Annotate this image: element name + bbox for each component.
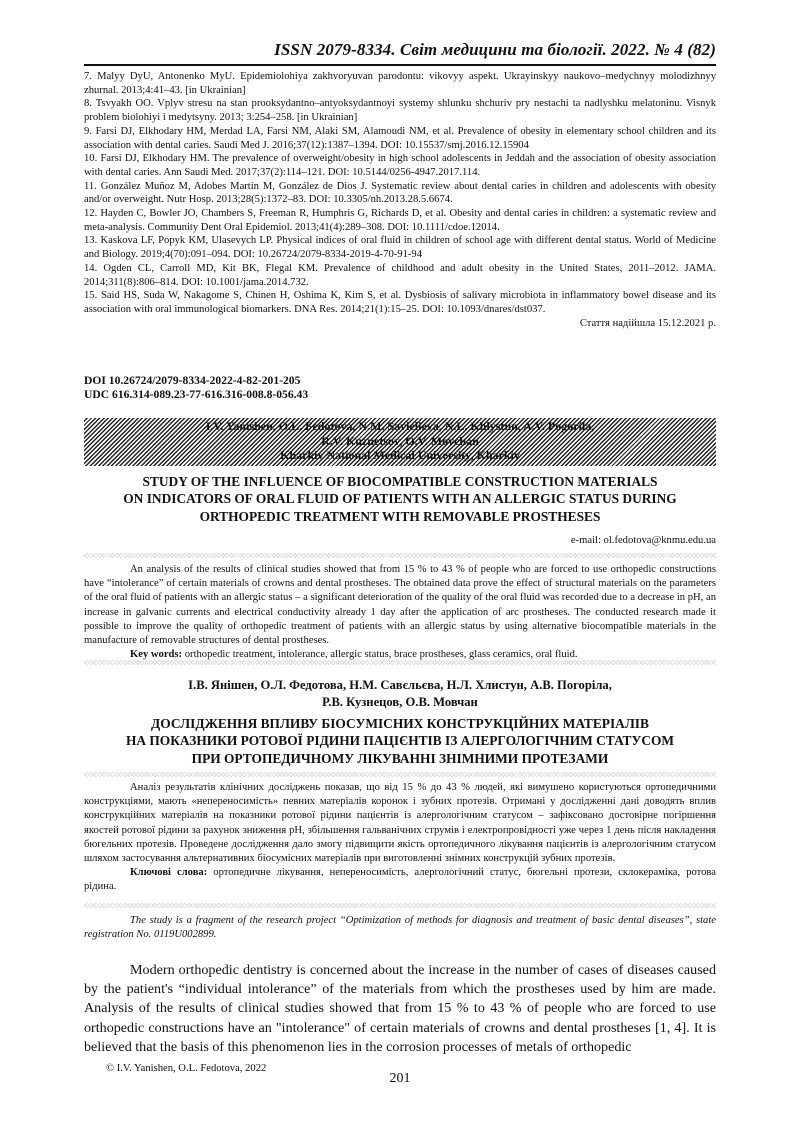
authors-en-line1: I.V. Yanishen, O.L. Fedotova, N.M. Savielieva, N.L. Khlystun, A.V. Pogorila,	[205, 419, 595, 433]
abstract-border-bottom	[84, 660, 716, 665]
running-head: ISSN 2079-8334. Світ медицини та біології. 2022. № 4 (82)	[274, 40, 716, 59]
title-en-line: STUDY OF THE INFLUENCE OF BIOCOMPATIBLE CONSTRUCTION MATERIALS	[142, 474, 658, 489]
reference-item: 8. Tsvyakh OO. Vplyv stresu na stan prooksydantno–antyoksydantnoyi systemy shlunku shchuriv pry nestachi ta nadlyshku melatoninu. Visnyk problem biolohiyi i medytsyny. 2013; 3:254–258. [in Ukrainian]	[84, 98, 716, 124]
article-title-ua	[84, 715, 716, 767]
authors-ua	[84, 677, 716, 711]
identifiers	[84, 374, 308, 402]
received-date: Стаття надійшла 15.12.2021 р.	[579, 318, 716, 329]
page-number: 201	[389, 1071, 411, 1086]
reference-item: 7. Malyy DyU, Antonenko MyU. Epidemiolohiya zakhvoryuvan parodontu: vikovyy aspekt. Ukrayinskyy naukovo–medychnyy molodizhnyy zhurnal. 2013;4:41–43. [in Ukrainian]	[84, 71, 716, 96]
authors-hatched-box	[84, 418, 716, 466]
keywords-ua	[84, 866, 716, 894]
reference-item: 15. Said HS, Suda W, Nakagome S, Chinen H, Oshima K, Kim S, et al. Dysbiosis of salivary microbiota in inflammatory bowel disease and its association with oral immunological biomarkers. DNA Res. 2014;21(1):15–25. DOI: 10.1093/dnares/dst037.	[84, 290, 716, 315]
abstract-en-text: An analysis of the results of clinical studies showed that from 15 % to 43 % of people who are forced to use orthopedic constructions have “intolerance” of certain materials of crowns and dental prostheses. The obtained data prove the effect of structural materials on the parameters of the oral fluid of patients with an allergic status – a significant deterioration of the quality of the oral fluid was recorded due to a decrease in pH, an increase in galvanic currents and electrical conductivity already 1 day after the application of arc prostheses. The conducted research made it possible to improve the quality of orthopedic treatment of patients with an allergic status by using alternative biocompatible materials in the manufacture of removable structures of dental prostheses.	[84, 564, 716, 647]
header-rule	[84, 64, 716, 66]
reference-item: 10. Farsi DJ, Elkhodary HM. The prevalence of overweight/obesity in high school adolescents in Jeddah and the association of obesity association with dental caries. Ann Saudi Med. 2017;37(2):114–121. DOI: 10.5144/0256-4947.2017.114.	[84, 153, 716, 178]
body-paragraph: Modern orthopedic dentistry is concerned about the increase in the number of cases of diseases caused by the patient's “individual intolerance” of the materials from which the prostheses used by him are made. Analysis of the results of clinical studies showed that from 15 % to 43 % of people who are forced to use orthopedic constructions have an "intolerance" of certain materials of crowns and dental prostheses [1, 4]. It is believed that the basis of this phenomenon lies in the corrosion processes of metals of orthopedic	[84, 962, 716, 1055]
reference-list	[84, 70, 716, 317]
affiliation: Kharkiv National Medical University, Kharkiv	[280, 448, 520, 462]
doi: DOI 10.26724/2079-8334-2022-4-82-201-205	[84, 374, 301, 387]
title-en-line: ORTHOPEDIC TREATMENT WITH REMOVABLE PROSTHESES	[199, 508, 601, 524]
abstract-ua-text: Аналіз результатів клінічних досліджень показав, що від 15 % до 43 % людей, які вимушено користуються ортопедичними конструкціями, мають «непереносимість» певних матеріалів коронок і зубних протезів. Отримані у дослідженні дані доводять вплив конструкційних матеріалів на показники ротової рідини пацієнтів із алергологічним статусом – зафіксовано достовірне погіршення якостей ротової рідини за рахунок зниження pH, збільшення гальванічних струмів і електропровідності уже через 1 день після накладення бюгельних протезів. Проведене дослідження дало змогу підвищити якість ортопедичного лікування пацієнтів із алергологічним статусом шляхом застосування альтернативних біосумісних матеріалів при виготовленні знімних конструкцій зубних протезів.	[84, 782, 716, 865]
authors-ua-line2: Р.В. Кузнецов, О.В. Мовчан	[322, 695, 478, 709]
title-ua-line: ПРИ ОРТОПЕДИЧНОМУ ЛІКУВАННІ ЗНІМНИМИ ПРОТЕЗАМИ	[191, 750, 609, 766]
abstract-ua-border-top	[84, 772, 716, 777]
keywords-text: ортопедичне лікування, непереносимість, алергологічний статус, бюгельні протези, склокераміка, ротова рідина.	[84, 867, 716, 893]
title-en-line: ON INDICATORS OF ORAL FLUID OF PATIENTS WITH AN ALLERGIC STATUS DURING	[123, 491, 677, 507]
keywords-label: Ключові слова:	[130, 867, 208, 879]
udc: UDC 616.314-089.23-77-616.316-008.8-056.43	[84, 388, 309, 401]
authors-en-line2: R.V. Kuznetsov, O.V. Movchan	[321, 433, 479, 448]
keywords-label: Key words:	[130, 649, 183, 661]
abstract-ua	[84, 781, 716, 895]
reference-item: 13. Kaskova LF, Popyk KM, Ulasevych LP. Physical indices of oral fluid in children of school age with different dental status. World of Medicine and Biology. 2019;4(70):091–094. DOI: 10.26724/2079-8334-2019-4-70-91-94	[84, 235, 716, 261]
abstract-ua-border-bottom	[84, 903, 716, 908]
project-note-text: The study is a fragment of the research project “Optimization of methods for diagnosis and treatment of basic dental diseases”, state registration No. 0119U002899.	[84, 915, 716, 941]
keywords-text: orthopedic treatment, intolerance, allergic status, brace prostheses, glass ceramics, oral fluid.	[182, 649, 578, 661]
copyright: © I.V. Yanishen, O.L. Fedotova, 2022	[106, 1063, 267, 1074]
abstract-en	[84, 563, 716, 662]
title-ua-line: ДОСЛІДЖЕННЯ ВПЛИВУ БІОСУМІСНИХ КОНСТРУКЦІЙНИХ МАТЕРІАЛІВ	[151, 716, 649, 731]
body-text	[84, 961, 716, 1057]
title-ua-line: НА ПОКАЗНИКИ РОТОВОЇ РІДИНИ ПАЦІЄНТІВ ІЗ АЛЕРГОЛОГІЧНИМ СТАТУСОМ	[125, 733, 675, 749]
reference-item: 12. Hayden C, Bowler JO, Chambers S, Freeman R, Humphris G, Richards D, et al. Obesity and dental caries in children: a systematic review and meta-analysis. Community Dent Oral Epidemiol. 2013;41(4):289–308. DOI: 10.1111/cdoe.12014.	[84, 208, 716, 233]
contact-email: e-mail: ol.fedotova@knmu.edu.ua	[570, 535, 716, 546]
project-note	[84, 914, 716, 942]
article-title-en	[84, 473, 716, 525]
reference-item: 9. Farsi DJ, Elkhodary HM, Merdad LA, Farsi NM, Alaki SM, Alamoudi NM, et al. Prevalence of obesity in elementary school children and its association with dental caries. Saudi Med J. 2016;37(12):1387–1394. DOI: 10.15537/smj.2016.12.15904	[84, 125, 716, 151]
authors-ua-line1: І.В. Янішен, О.Л. Федотова, Н.М. Савєльєва, Н.Л. Хлистун, А.В. Погоріла,	[188, 678, 612, 692]
reference-item: 14. Ogden CL, Carroll MD, Kit BK, Flegal KM. Prevalence of childhood and adult obesity in the United States, 2011–2012. JAMA. 2014;311(8):806–814. DOI: 10.1001/jama.2014.732.	[84, 262, 716, 288]
reference-item: 11. González Muñoz M, Adobes Martín M, González de Dios J. Systematic review about dental caries in children and adolescents with obesity and/or overweight. Nutr Hosp. 2013;28(5):1372–83. DOI: 10.3305/nh.2013.28.5.6674.	[84, 180, 716, 206]
abstract-border-top	[84, 553, 716, 558]
